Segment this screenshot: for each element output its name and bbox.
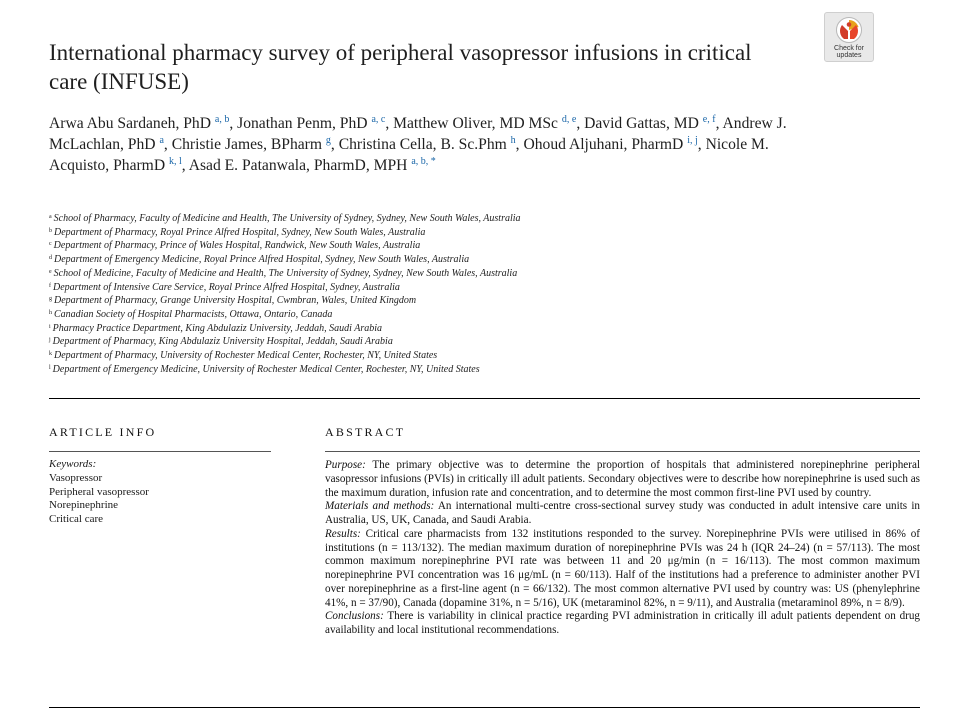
author-affiliation-marks[interactable]: k, l — [168, 156, 182, 168]
affiliation-item: $^i$ Pharmacy Practice Department, King Abdulaziz University, Jeddah, Saudi Arabia — [49, 322, 382, 334]
affiliation-item: $^h$ Canadian Society of Hospital Pharmacists, Ottawa, Ontario, Canada — [49, 308, 333, 320]
affiliation-item: $^b$ Department of Pharmacy, Royal Prince Alfred Hospital, Sydney, New South Wales, Australia — [49, 226, 426, 238]
abstract-conclusions: Conclusions: There is variability in clinical practice regarding PVI administration in critically ill adult patients dependent on drug availability and local institutional recommendations. — [325, 610, 920, 636]
author-name: Matthew Oliver, MD MSc — [393, 115, 558, 132]
author-affiliation-marks[interactable]: a — [159, 135, 164, 147]
author: Arwa Abu Sardaneh, PhD $^{a, b}$, — [49, 114, 238, 132]
header-divider — [49, 398, 920, 399]
author: Jonathan Penm, PhD $^{a, c}$, — [237, 114, 394, 132]
author-name: Nicole M. Acquisto, PharmD — [49, 136, 769, 175]
author: Nicole M. Acquisto, PharmD $^{k, l}$, — [49, 136, 769, 175]
author-name: Asad E. Patanwala, PharmD, MPH — [188, 157, 408, 175]
abstract-methods: Materials and methods: An international multi-centre cross-sectional survey study was conducted in adult intensive care units in Australia, US, UK, Canada, and Saudi Arabia. — [325, 500, 920, 526]
affiliation-item: $^f$ Department of Intensive Care Service, Royal Prince Alfred Hospital, Sydney, Australia — [49, 281, 400, 293]
keyword[interactable]: Vasopressor — [49, 471, 103, 484]
affiliation-item: $^g$ Department of Pharmacy, Grange University Hospital, Cwmbran, Wales, United Kingdom — [49, 295, 417, 307]
affiliation-item: $^a$ School of Pharmacy, Faculty of Medicine and Health, The University of Sydney, Sydney, New South Wales, Australia — [49, 213, 521, 224]
keyword[interactable]: Critical care — [49, 513, 104, 526]
author-affiliation-marks[interactable]: h — [510, 135, 516, 147]
abstract-heading: ABSTRACT — [325, 425, 406, 439]
author-affiliation-marks[interactable]: a, b — [214, 114, 230, 125]
author-name: Andrew J. McLachlan, PhD — [49, 115, 787, 154]
author-name: David Gattas, MD — [584, 115, 699, 132]
abstract-purpose: Purpose: The primary objective was to determine the proportion of hospitals that administered norepinephrine peripheral vasopressor infusions (PVIs) in critically ill adult patients. Secondary objectives were to describe how norepinephrine is used such as the maximum duration, infusion rate and concentration, and to determine the most common first-line PVI used by country. — [325, 459, 920, 499]
author: Matthew Oliver, MD MSc $^{d, e}$, — [393, 114, 585, 132]
keyword[interactable]: Norepinephrine — [49, 499, 119, 512]
author-name: Christie James, BPharm — [171, 136, 322, 154]
article-info-divider — [49, 451, 271, 452]
affiliation-item: $^d$ Department of Emergency Medicine, Royal Prince Alfred Hospital, Sydney, New South Wales, Australia — [49, 254, 470, 266]
author-affiliation-marks[interactable]: i, j — [687, 135, 698, 147]
author — [189, 157, 436, 174]
author-affiliation-marks[interactable]: d, e — [561, 114, 577, 125]
keywords-label: Keywords: — [49, 458, 97, 470]
affiliation-item: $^k$ Department of Pharmacy, University of Rochester Medical Center, Rochester, NY, United States — [49, 350, 438, 362]
author-affiliation-marks[interactable]: a, b, * — [411, 156, 436, 168]
abstract-divider — [325, 451, 920, 452]
article-title: International pharmacy survey of peripheral vasopressor infusions in critical care (INFUSE) — [49, 40, 752, 94]
author: Christie James, BPharm $^g$, — [171, 135, 339, 154]
author-name: Jonathan Penm, PhD — [237, 115, 368, 132]
check-for-updates-icon — [835, 16, 863, 44]
keyword[interactable]: Peripheral vasopressor — [49, 485, 149, 498]
bottom-divider — [49, 707, 920, 708]
author: David Gattas, MD $^{e, f}$, — [584, 114, 723, 132]
check-for-updates-badge[interactable] — [824, 12, 874, 62]
affiliation-item: $^c$ Department of Pharmacy, Prince of Wales Hospital, Randwick, New South Wales, Australia — [49, 240, 421, 252]
author: Andrew J. McLachlan, PhD $^a$, — [49, 115, 787, 154]
abstract-body — [325, 459, 920, 638]
author-name: Arwa Abu Sardaneh, PhD — [49, 115, 211, 132]
author-affiliation-marks[interactable]: e, f — [702, 114, 716, 125]
abstract-results: Results: Critical care pharmacists from 132 institutions responded to the survey. Norepinephrine PVIs were utilised in 86% of institutions (n = 113/132). The median maximum duration of norepinephrine PVIs was 24 h (IQR 24–24) (n = 57/113). The most common maximum norepinephrine PVI rate was between 11 and 20 μg/min (n = 16/113). The most common maximum norepinephrine PVI concentration was 16 μg/mL (n = 60/113). Half of the institutions had a preference to administer another PVI over norepinephrine as a first-line agent (n = 66/132). The most common alternative PVI used by country was: US (phenylephrine 41%, n = 37/90), Canada (dopamine 31%, n = 5/16), UK (metaraminol 82%, n = 9/11), and Australia (metaraminol 89%, n = 8/9). — [325, 527, 920, 609]
author-name: Christina Cella, B. Sc.Phm — [338, 136, 507, 154]
author: Christina Cella, B. Sc.Phm $^h$, — [338, 135, 524, 154]
article-info-heading: ARTICLE INFO — [49, 425, 157, 439]
author-affiliation-marks[interactable]: a, c — [371, 114, 386, 125]
affiliation-item: $^e$ School of Medicine, Faculty of Medicine and Health, The University of Sydney, Sydney, New South Wales, Australia — [49, 267, 518, 279]
check-for-updates-label: Check for updates — [834, 45, 864, 59]
author-name: Ohoud Aljuhani, PharmD — [523, 136, 684, 154]
author-affiliation-marks[interactable]: g — [325, 135, 331, 147]
affiliation-list — [49, 212, 909, 376]
keywords-block — [49, 458, 149, 527]
affiliation-item: $^l$ Department of Emergency Medicine, University of Rochester Medical Center, Rochester, NY, United States — [49, 363, 480, 375]
author-list — [49, 113, 819, 177]
affiliation-item: $^j$ Department of Pharmacy, King Abdulaziz University Hospital, Jeddah, Saudi Arabia — [49, 336, 393, 348]
author: Ohoud Aljuhani, PharmD $^{i, j}$, — [523, 135, 706, 154]
